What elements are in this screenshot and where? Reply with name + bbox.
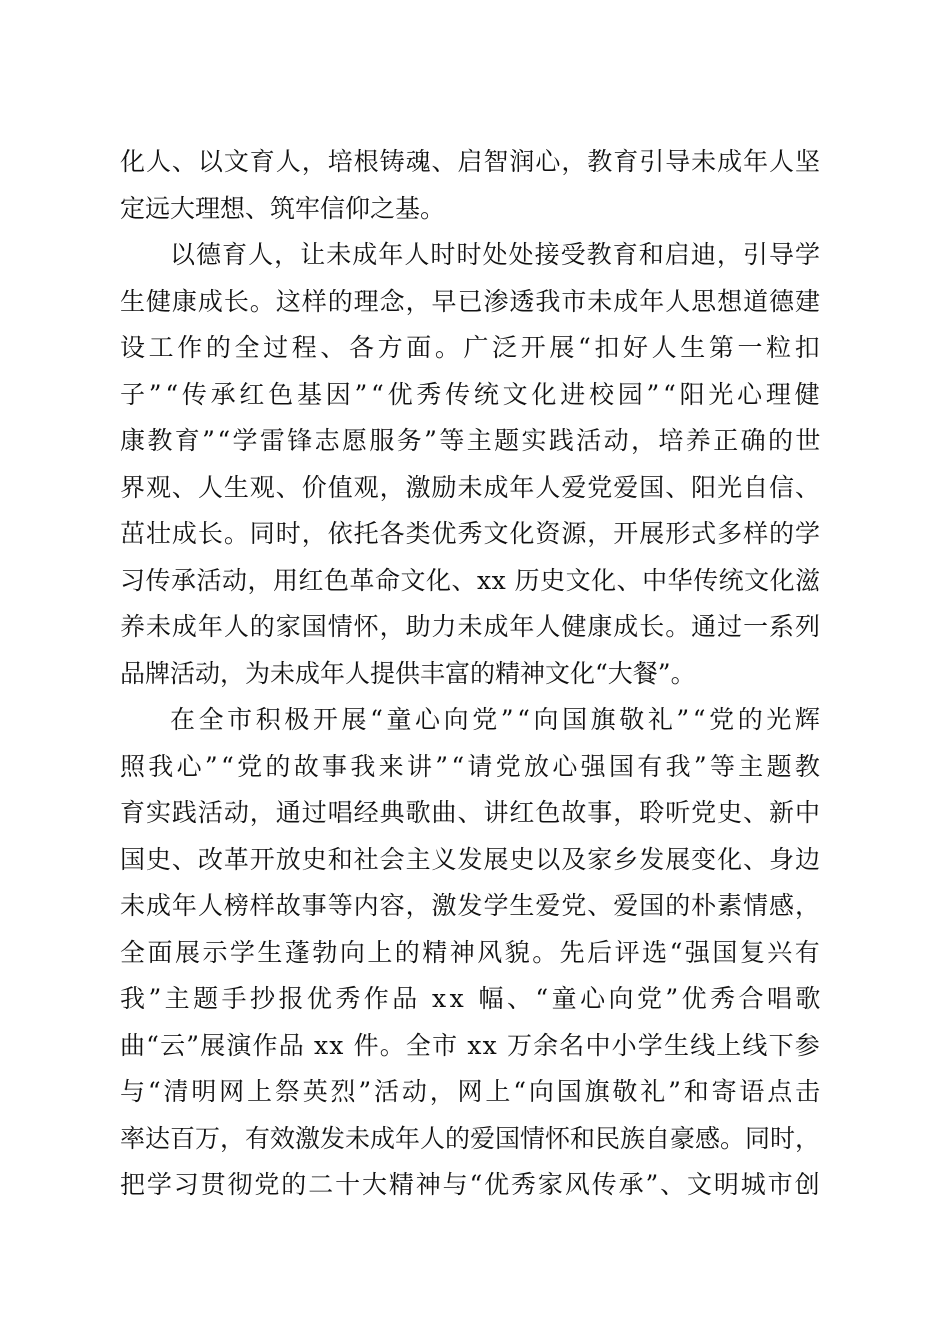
text-line: 界观、人生观、价值观，激励未成年人爱党爱国、阳光自信、: [120, 473, 821, 502]
text-line: 茁壮成长。同时，依托各类优秀文化资源，开展形式多样的学: [120, 519, 821, 548]
text-line: 定远大理想、筑牢信仰之基。: [120, 194, 446, 223]
text-line: 品牌活动，为未成年人提供丰富的精神文化“大餐”。: [120, 659, 696, 688]
text-line: 在全市积极开展“童心向党”“向国旗敬礼”“党的光辉: [170, 705, 824, 734]
text-line: 我”主题手抄报优秀作品 xx 幅、“童心向党”优秀合唱歌: [120, 984, 824, 1013]
text-line: 与“清明网上祭英烈”活动，网上“向国旗敬礼”和寄语点击: [120, 1077, 823, 1106]
text-line: 把学习贯彻党的二十大精神与“优秀家风传承”、文明城市创: [120, 1170, 822, 1199]
text-line: 养未成年人的家国情怀，助力未成年人健康成长。通过一系列: [120, 612, 821, 641]
text-line: 以德育人，让未成年人时时处处接受教育和启迪，引导学: [170, 240, 822, 269]
text-line: 率达百万，有效激发未成年人的爱国情怀和民族自豪感。同时，: [120, 1124, 821, 1153]
text-line: 子”“传承红色基因”“优秀传统文化进校园”“阳光心理健: [120, 380, 824, 409]
text-line: 习传承活动，用红色革命文化、xx 历史文化、中华传统文化滋: [120, 566, 821, 595]
text-line: 育实践活动，通过唱经典歌曲、讲红色故事，聆听党史、新中: [120, 798, 821, 827]
text-line: 全面展示学生蓬勃向上的精神风貌。先后评选“强国复兴有: [120, 938, 823, 967]
text-line: 照我心”“党的故事我来讲”“请党放心强国有我”等主题教: [120, 752, 824, 781]
text-line: 化人、以文育人，培根铸魂、启智润心，教育引导未成年人坚: [120, 147, 821, 176]
text-line: 生健康成长。这样的理念，早已渗透我市未成年人思想道德建: [120, 287, 821, 316]
text-line: 国史、改革开放史和社会主义发展史以及家乡发展变化、身边: [120, 845, 821, 874]
text-line: 康教育”“学雷锋志愿服务”等主题实践活动，培养正确的世: [120, 426, 823, 455]
text-line: 设工作的全过程、各方面。广泛开展“扣好人生第一粒扣: [120, 333, 824, 362]
text-line: 曲“云”展演作品 xx 件。全市 xx 万余名中小学生线上线下参: [120, 1031, 821, 1060]
text-line: 未成年人榜样故事等内容，激发学生爱党、爱国的朴素情感，: [120, 891, 821, 920]
